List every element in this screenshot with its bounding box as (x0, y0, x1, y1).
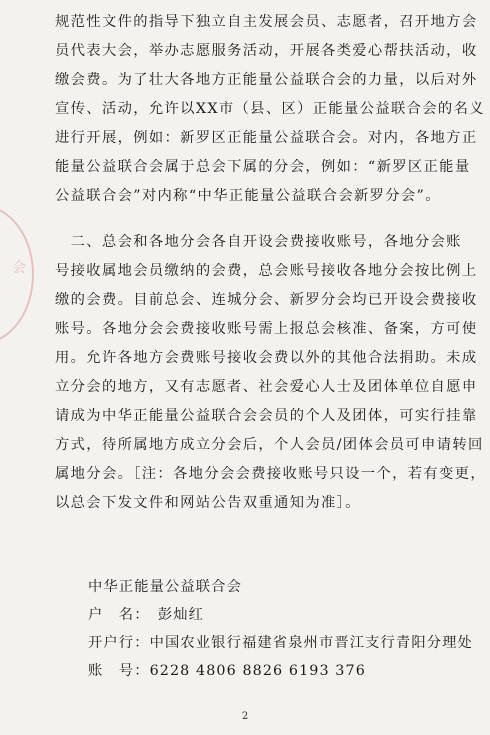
account-number: 账 号：6228 4806 8826 6193 376 (88, 663, 366, 679)
seal-text: 会 (12, 260, 26, 276)
text-line: 公益联合会”对内称“中华正能量公益联合会新罗分会”。 (55, 188, 441, 204)
signature-block (88, 573, 473, 685)
text-line: 立分会的地方，又有志愿者、社会爱心人士及团体单位自愿申 (55, 379, 478, 395)
text-line: 方式，待所属地方成立分会后，个人会员/团体会员可申请转回 (55, 437, 484, 453)
text-line: 账号。各地分会会费接收账号需上报总会核准、备案，方可使 (55, 321, 478, 337)
text-line: 用。允许各地方会费账号接收会费以外的其他合法捐助。未成 (55, 350, 478, 366)
account-holder-name: 户 名： 彭灿红 (88, 607, 205, 623)
text-line: 规范性文件的指导下独立自主发展会员、志愿者，召开地方会 (55, 14, 478, 30)
text-line: 以总会下发文件和网站公告双重通知为准］。 (55, 495, 361, 511)
paragraph-2 (55, 228, 486, 518)
organization-name: 中华正能量公益联合会 (88, 579, 242, 595)
text-line: 属地分会。［注：各地分会会费接收账号只设一个，若有变更， (55, 466, 486, 482)
bank-branch: 开户行：中国农业银行福建省泉州市晋江支行青阳分理处 (88, 635, 473, 651)
text-line: 请成为中华正能量公益联合会会员的个人及团体，可实行挂靠 (55, 408, 478, 424)
text-line: 员代表大会，举办志愿服务活动，开展各类爱心帮扶活动，收 (55, 43, 478, 59)
text-line: 缴会费。为了壮大各地方正能量公益联合会的力量，以后对外 (55, 72, 478, 88)
text-line: 缴的会费。目前总会、连城分会、新罗分会均已开设会费接收 (55, 292, 478, 308)
paragraph-1 (55, 8, 485, 211)
page-number: 2 (241, 711, 249, 722)
text-line: 宣传、活动，允许以XX市（县、区）正能量公益联合会的名义 (55, 101, 485, 117)
text-line: 进行开展，例如：新罗区正能量公益联合会。对内，各地方正 (55, 130, 478, 146)
text-line: 号接收属地会员缴纳的会费，总会账号接收各地分会按比例上 (55, 263, 478, 279)
text-line: 能量公益联合会属于总会下属的分会，例如：“新罗区正能量 (55, 159, 471, 175)
text-line: 二、总会和各地分会各自开设会费接收账号，各地分会账 (55, 234, 462, 250)
